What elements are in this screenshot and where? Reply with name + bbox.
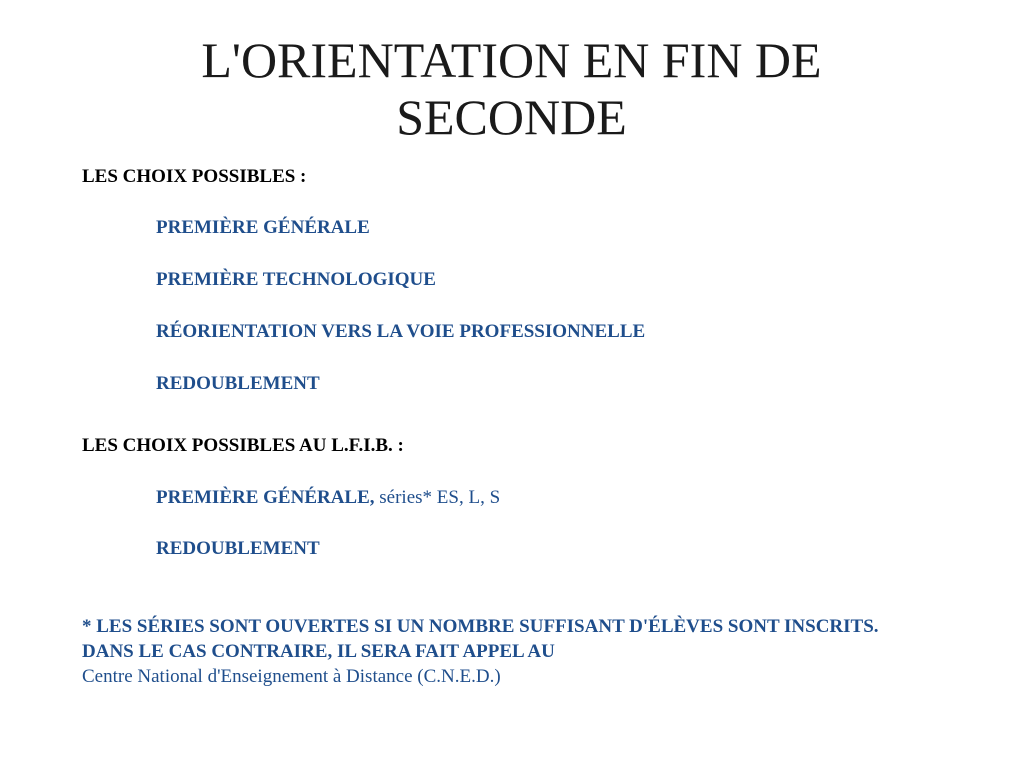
footnote-normal-text: Centre National d'Enseignement à Distance (C.N.E.D.) [82, 666, 501, 687]
list-item-premiere-generale: PREMIÈRE GÉNÉRALE [156, 217, 370, 238]
section-2-heading: LES CHOIX POSSIBLES AU L.F.I.B. : [82, 435, 404, 456]
section-1-heading: LES CHOIX POSSIBLES : [82, 166, 307, 187]
list-item-redoublement-lfib: REDOUBLEMENT [156, 538, 320, 559]
series-item-bold: PREMIÈRE GÉNÉRALE, [156, 487, 375, 508]
series-item-rest: séries* ES, L, S [374, 487, 501, 508]
list-item-redoublement: REDOUBLEMENT [156, 373, 320, 394]
title-line-1: L'ORIENTATION EN FIN DE [201, 32, 822, 88]
list-item-premiere-technologique: PREMIÈRE TECHNOLOGIQUE [156, 269, 436, 290]
footnote [82, 614, 912, 689]
page-title [0, 32, 1023, 146]
title-line-2: SECONDE [396, 89, 627, 145]
list-item-premiere-generale-series [156, 487, 500, 509]
footnote-bold-text: * LES SÉRIES SONT OUVERTES SI UN NOMBRE SUFFISANT D'ÉLÈVES SONT INSCRITS. DANS LE CAS CONTRAIRE, IL SERA FAIT APPEL AU [82, 616, 879, 662]
list-item-reorientation: RÉORIENTATION VERS LA VOIE PROFESSIONNELLE [156, 321, 646, 342]
